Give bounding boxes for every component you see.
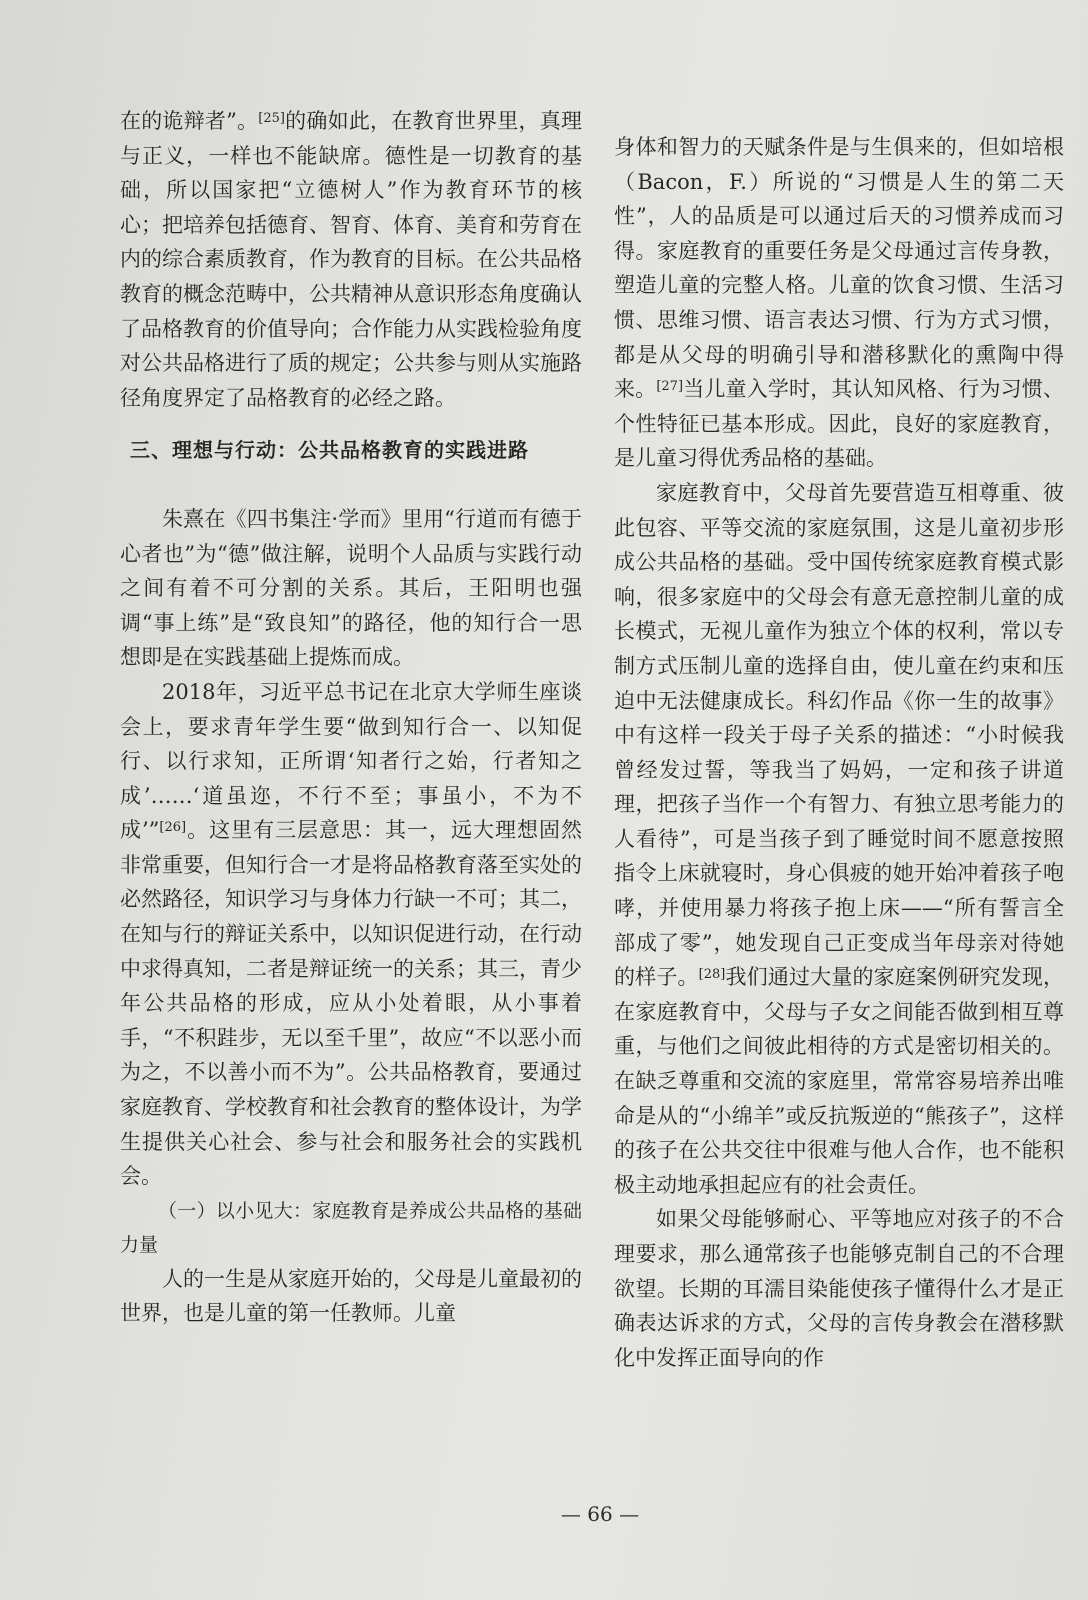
paragraph: 朱熹在《四书集注·学而》里用“行道而有德于心者也”为“德”做注解，说明个人品质与实践行动之间有着不可分割的关系。其后，王阳明也强调“事上练”是“致良知”的路径，他的知行合一思想即是在实践基础上提炼而成。	[120, 506, 582, 670]
paragraph: 家庭教育中，父母首先要营造互相尊重、彼此包容、平等交流的家庭氛围，这是儿童初步形成公共品格的基础。受中国传统家庭教育模式影响，很多家庭中的父母会有意无意控制儿童的成长模式，无视儿童作为独立个体的权利，常以专制方式压制儿童的选择自由，使儿童在约束和压迫中无法健康成长。科幻作品《你一生的故事》中有这样一段关于母子关系的描述：“小时候我曾经发过誓，等我当了妈妈，一定和孩子讲道理，把孩子当作一个有智力、有独立思考能力的人看待”，可是当孩子到了睡觉时间不愿意按照指令上床就寝时，身心俱疲的她开始冲着孩子咆哮，并使用暴力将孩子抱上床——“所有誓言全部成了零”，她发现自己正变成当年母亲对待她的样子。[28]我们通过大量的家庭案例研究发现，在家庭教育中，父母与子女之间能否做到相互尊重，与他们之间彼此相待的方式是密切相关的。在缺乏尊重和交流的家庭里，常常容易培养出唯命是从的“小绵羊”或反抗叛逆的“熊孩子”，这样的孩子在公共交往中很难与他人合作，也不能积极主动地承担起应有的社会责任。	[614, 480, 1065, 1197]
paragraph: 人的一生是从家庭开始的，父母是儿童最初的世界，也是儿童的第一任教师。儿童	[120, 1266, 582, 1326]
paragraph: 在的诡辩者”。[25]的确如此，在教育世界里，真理与正义，一样也不能缺席。德性是一切教育的基础，所以国家把“立德树人”作为教育环节的核心；把培养包括德育、智育、体育、美育和劳育在内的综合素质教育，作为教育的目标。在公共品格教育的概念范畴中，公共精神从意识形态角度确认了品格教育的价值导向；合作能力从实践检验角度对公共品格进行了质的规定；公共参与则从实施路径角度界定了品格教育的必经之路。	[120, 109, 582, 410]
page-number: — 66 —	[560, 1502, 640, 1526]
paragraph: 如果父母能够耐心、平等地应对孩子的不合理要求，那么通常孩子也能够克制自己的不合理欲望。长期的耳濡目染能使孩子懂得什么才是正确表达诉求的方式，父母的言传身教会在潜移默化中发挥正面导向的作	[614, 1207, 1064, 1370]
section-heading: 三、理想与行动：公共品格教育的实践进路	[130, 438, 529, 463]
paragraph: 2018年，习近平总书记在北京大学师生座谈会上，要求青年学生要“做到知行合一、以知促行、以行求知，正所谓‘知者行之始，行者知之成’……‘道虽迩，不行不至；事虽小，不为不成’”[26]。这里有三层意思：其一，远大理想固然非常重要，但知行合一才是将品格教育落至实处的必然路径，知识学习与身体力行缺一不可；其二，在知与行的辩证关系中，以知识促进行动，在行动中求得真知，二者是辩证统一的关系；其三，青少年公共品格的形成，应从小处着眼，从小事着手，“不积跬步，无以至千里”，故应“不以恶小而为之，不以善小而不为”。公共品格教育，要通过家庭教育、学校教育和社会教育的整体设计，为学生提供关心社会、参与社会和服务社会的实践机会。	[120, 679, 582, 1189]
citation-ref: [25]	[258, 111, 285, 126]
sub-heading: （一）以小见大：家庭教育是养成公共品格的基础力量	[120, 1199, 582, 1256]
citation-ref: [27]	[656, 379, 684, 395]
citation-ref: [26]	[159, 820, 187, 836]
paragraph: 身体和智力的天赋条件是与生俱来的，但如培根（Bacon，F.）所说的“习惯是人生的第二天性”，人的品质是可以通过后天的习惯养成而习得。家庭教育的重要任务是父母通过言传身教，塑造儿童的完整人格。儿童的饮食习惯、生活习惯、思维习惯、语言表达习惯、行为方式习惯，都是从父母的明确引导和潜移默化的熏陶中得来。[27]当儿童入学时，其认知风格、行为习惯、个性特征已基本形成。因此，良好的家庭教育，是儿童习得优秀品格的基础。	[614, 135, 1065, 471]
right-column	[614, 130, 1064, 1375]
citation-ref: [28]	[698, 967, 726, 983]
left-column	[120, 104, 582, 1331]
